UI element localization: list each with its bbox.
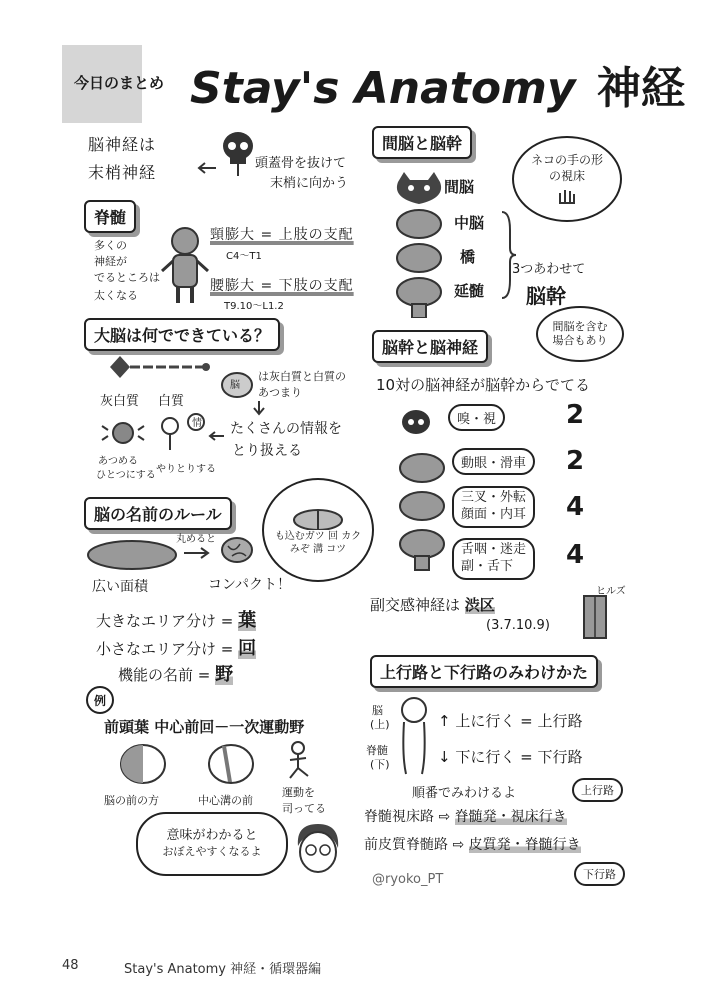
- cranial-count-1: 2: [566, 400, 585, 430]
- header-title-en: Stay's Anatomy: [190, 63, 576, 114]
- header-label: 今日のまとめ: [74, 74, 165, 92]
- tip-bubble-1: 意味がわかると: [166, 828, 258, 844]
- example-cap-1: 脳の前の方: [104, 794, 159, 807]
- example-badge: [86, 686, 114, 714]
- gyrus-brain-icon: [292, 504, 344, 530]
- tract-figure-icon: [394, 696, 434, 776]
- gyrus-bubble-text: [275, 530, 361, 543]
- tract-row-1: 脊髄視床路 ⇨ 脊髄発・視床行き: [364, 809, 567, 825]
- arrow-right-icon: [182, 546, 212, 560]
- cerebrum-info-2: とり扱える: [232, 443, 302, 459]
- combined-2: 脳幹: [526, 284, 566, 308]
- descending-badge: 下行路: [574, 862, 625, 886]
- gather-2: ひとつにする: [96, 470, 156, 481]
- lumbar-range: T9.10〜L1.2: [224, 301, 284, 312]
- brainstem-note-bubble: [536, 306, 624, 362]
- spinal-side-1: 多くの: [94, 239, 127, 252]
- credit: @ryoko_PT: [372, 872, 444, 887]
- paw-icon: [556, 185, 578, 205]
- tract-row-2: 前皮質脊髄路 ⇨ 皮質発・脊髄行き: [364, 837, 581, 853]
- rule-value-1: 葉: [238, 610, 257, 631]
- combined-1: 3つあわせて: [512, 262, 586, 277]
- gyrus-bubble-1: も込むガツ: [274, 531, 325, 542]
- intro-line-2: 末梢神経: [88, 163, 157, 182]
- hills-label: ヒルズ: [596, 586, 626, 597]
- brainstem-note-2: 場合もあり: [552, 334, 608, 347]
- precentral-icon: [206, 742, 256, 786]
- cranial-item-1: 嗅・視: [448, 404, 505, 431]
- skull-note-1: 頭蓋骨を抜けて: [255, 156, 347, 171]
- cerebrum-note-2: あつまり: [258, 386, 302, 399]
- neuron-icon: [104, 352, 214, 382]
- ascending-badge: 上行路: [572, 778, 623, 802]
- tract-spine-label: 脊髄: [366, 744, 388, 757]
- cranial-stack-figure: [392, 402, 452, 572]
- header-title-jp: 神経: [596, 63, 685, 114]
- tract-row-1-right: 脊髄発・視床行き: [454, 809, 567, 825]
- cervical-text: [210, 224, 354, 244]
- cervical-range: C4〜T1: [226, 251, 262, 262]
- cranial-item-3: 三叉・外転 顔面・内耳: [452, 486, 535, 528]
- spinal-side-3: でるところは: [94, 271, 160, 284]
- arrow-left-icon: [196, 160, 218, 176]
- gyrus-bubble: [262, 478, 374, 582]
- gather-1: あつめる: [98, 456, 138, 467]
- skull-icon: [218, 128, 258, 178]
- rule-row-3: 機能の名前 = 野: [118, 664, 234, 685]
- info-badge: 情: [192, 418, 202, 429]
- diencephalon-heading: 間脳と脳幹: [372, 126, 472, 159]
- wide-area-label: 広い面積: [92, 579, 148, 595]
- tract-spine-sub: (下): [370, 758, 390, 771]
- book-title: Stay's Anatomy 神経・循環器編: [124, 962, 322, 977]
- gather-icon: [100, 418, 146, 448]
- example-line: 前頭葉 中心前回－一次運動野: [104, 718, 305, 736]
- cerebrum-info-1: たくさんの情報を: [230, 421, 342, 437]
- frontal-lobe-icon: [118, 742, 168, 786]
- arrow-left-small-icon: [208, 430, 226, 442]
- example-cap-3-2: 司ってる: [282, 802, 326, 815]
- parasympathetic-row: [370, 594, 495, 615]
- spinal-side-4: 太くなる: [94, 289, 138, 302]
- cat-hand-bubble-1: ネコの手の形: [530, 153, 603, 168]
- tract-row-2-right: 皮質発・脊髄行き: [468, 837, 581, 853]
- thalamus-label: 間脳: [444, 178, 475, 196]
- intro-line-1: 脳神経は: [88, 135, 157, 154]
- cranial-count-4: 4: [566, 540, 585, 570]
- cerebrum-note-1: は灰白質と白質の: [258, 370, 346, 383]
- cerebrum-heading: 大脳は何でできている？: [84, 318, 280, 351]
- page-number: 48: [62, 958, 79, 973]
- cat-hand-bubble-2: の視床: [548, 169, 585, 183]
- example-cap-2: 中心溝の前: [198, 794, 253, 807]
- rule-value-3: 野: [215, 664, 234, 685]
- tract-brain-sub: (上): [370, 718, 390, 731]
- sulcus-bubble-text: [290, 543, 346, 556]
- tract-down: ↓ 下に行く = 下行路: [438, 748, 583, 766]
- cat-hand-bubble: [512, 136, 622, 222]
- tracts-heading: 上行路と下行路のみわけかた: [370, 655, 598, 688]
- rule-label-2: 小さなエリア分け: [96, 640, 217, 658]
- cranial-count-3: 4: [566, 492, 585, 522]
- tract-brain-label: 脳: [372, 704, 383, 717]
- pons-label: 橋: [460, 248, 476, 266]
- arrow-down-icon: [252, 400, 266, 416]
- cervical-enlargement: 頸膨大 = 上肢の支配: [210, 227, 354, 243]
- cranial-heading: 脳幹と脳神経: [372, 330, 488, 363]
- rule-row-2: 小さなエリア分け = 回: [96, 638, 257, 659]
- parasympathetic-label: 副交感神経は: [370, 596, 461, 614]
- white-matter-label: 白質: [158, 394, 185, 409]
- sulcus-bubble-6: コツ: [326, 544, 347, 555]
- brainstem-note-1: 間脳を含む: [552, 319, 608, 333]
- header-title: [190, 52, 685, 116]
- tract-up: ↑ 上に行く = 上行路: [438, 712, 583, 730]
- cranial-item-2: 動眼・滑車: [452, 448, 535, 475]
- tract-row-1-left: 脊髄視床路: [364, 809, 434, 825]
- rule-label-1: 大きなエリア分け: [96, 612, 217, 630]
- rule-label-3: 機能の名前: [118, 666, 194, 684]
- tip-bubble-2: おぼえやすくなるよ: [162, 845, 262, 859]
- motion-figure-icon: [282, 740, 318, 780]
- midbrain-label: 中脳: [454, 214, 485, 232]
- skull-note-2: 末梢に向かう: [270, 176, 349, 191]
- brain-small-label: 脳: [230, 380, 240, 391]
- cranial-subtitle: 10対の脳神経が脳幹からでてる: [376, 376, 590, 394]
- cranial-item-4: 舌咽・迷走 副・舌下: [452, 538, 535, 580]
- naming-heading: 脳の名前のルール: [84, 497, 232, 530]
- medulla-label: 延髄: [454, 282, 485, 300]
- person-figure-icon: [160, 225, 210, 305]
- example-badge-text: 例: [93, 693, 106, 708]
- parasympathetic-nums: (3.7.10.9): [486, 618, 550, 633]
- tract-row-2-left: 前皮質脊髄路: [364, 837, 448, 853]
- cranial-count-2: 2: [566, 446, 585, 476]
- tract-sort-note: 順番でみわけるよ: [412, 786, 517, 801]
- spinal-heading: 脊髄: [84, 200, 136, 233]
- rule-value-2: 回: [238, 638, 257, 659]
- gyrus-bubble-5: カク: [341, 531, 362, 542]
- spinal-side-2: 神経が: [94, 255, 127, 268]
- round-label: 丸めると: [176, 534, 216, 545]
- compact-label: コンパクト！: [208, 577, 292, 593]
- lumbar-text: [210, 275, 354, 295]
- gray-matter-label: 灰白質: [100, 394, 140, 409]
- exchange-label: やりとりする: [156, 464, 216, 475]
- parasympathetic-value: 渋区: [464, 596, 495, 614]
- sulcus-bubble-4: 溝: [313, 544, 323, 555]
- lumbar-enlargement: 腰膨大 = 下肢の支配: [210, 278, 354, 294]
- brace-icon: [500, 210, 518, 300]
- author-face-icon: [292, 820, 342, 876]
- compact-brain-icon: [220, 536, 254, 564]
- flat-brain-shape: [86, 538, 178, 572]
- rule-row-1: 大きなエリア分け = 葉: [96, 610, 257, 631]
- tip-bubble: [136, 812, 288, 876]
- example-cap-3-1: 運動を: [282, 786, 315, 799]
- gyrus-bubble-2: 回: [328, 531, 338, 542]
- sulcus-bubble-3: みぞ: [289, 544, 310, 555]
- hills-building-icon: [580, 592, 610, 640]
